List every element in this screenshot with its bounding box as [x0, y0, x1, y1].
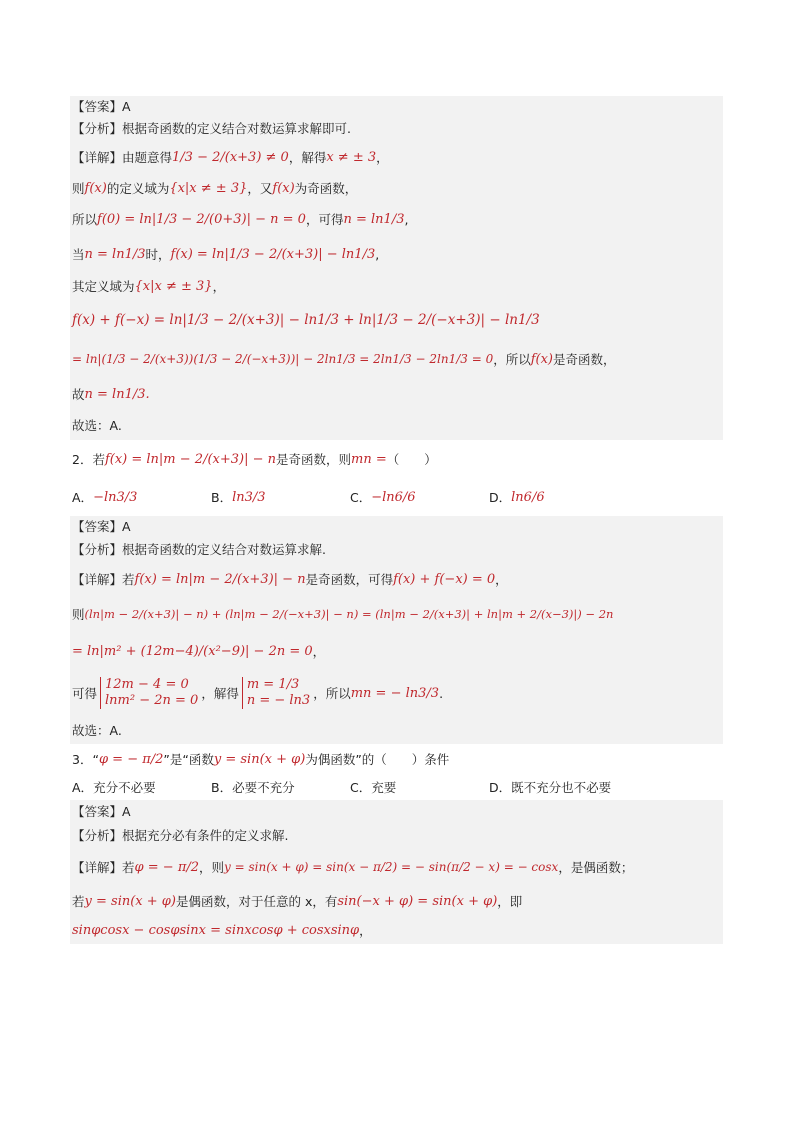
document-page — [70, 96, 723, 944]
answer-line — [70, 96, 723, 116]
analysis-text: 根据奇函数的定义结合对数运算求解即可. — [122, 121, 351, 136]
math-expr: f(x) = ln|1/3 − 2/(x+3)| − ln1/3 — [170, 246, 376, 262]
option-value: −ln6/6 — [371, 489, 416, 505]
option-b[interactable] — [211, 778, 350, 796]
text: 若 — [72, 894, 85, 909]
system-of-equations-1 — [100, 677, 198, 710]
math-expr: n = ln1/3 — [343, 211, 405, 227]
text: ， — [495, 572, 508, 587]
detail-label: 【详解】 — [72, 150, 123, 165]
math-expr: f(x) = ln|m − 2/(x+3)| − n — [134, 571, 306, 587]
detail-line-4 — [70, 236, 723, 272]
detail-label: 【详解】 — [72, 860, 123, 875]
math-expr: φ = − π/2 — [98, 751, 164, 767]
detail-label: 【详解】 — [72, 572, 123, 587]
analysis-text: 根据充分必有条件的定义求解. — [122, 828, 289, 843]
answer-label: 【答案】A — [72, 519, 131, 534]
text: 当 — [72, 247, 85, 262]
detail-line-7 — [70, 340, 723, 378]
math-expr: {x|x ≠ ± 3} — [169, 180, 248, 196]
option-value: 既不充分也不必要 — [511, 780, 612, 795]
text: ， — [212, 279, 226, 294]
detail-line-5 — [70, 272, 723, 300]
option-value: −ln3/3 — [93, 489, 138, 505]
options-row — [70, 774, 723, 800]
analysis-line — [70, 116, 723, 140]
text: 是奇函数，则 — [276, 452, 352, 467]
option-key: D． — [489, 780, 512, 795]
math-expr: f(x) — [272, 180, 295, 196]
detail-line-1 — [70, 140, 723, 174]
option-key: A． — [72, 780, 94, 795]
analysis-label: 【分析】 — [72, 828, 123, 843]
text: 若 — [122, 572, 135, 587]
text: 时， — [145, 247, 171, 262]
math-expr: f(x) = ln|m − 2/(x+3)| − n — [104, 451, 276, 467]
math-expr: f(x) — [530, 351, 554, 367]
math-expr: n = ln1/3. — [84, 386, 150, 402]
text: ，则 — [199, 860, 225, 875]
option-key: D． — [489, 490, 512, 505]
analysis-label: 【分析】 — [72, 121, 123, 136]
text: ， — [312, 644, 326, 659]
text: , — [375, 246, 380, 262]
text: 则 — [72, 607, 85, 622]
option-d[interactable] — [489, 488, 628, 506]
text: 则 — [72, 181, 85, 196]
choice-text: 故选：A. — [72, 723, 122, 738]
solution-block-3 — [70, 800, 723, 944]
analysis-label: 【分析】 — [72, 542, 123, 557]
math-expr: = ln|(1/3 − 2/(x+3))(1/3 − 2/(−x+3))| − 2ln1/3 = 2ln1/3 − 2ln1/3 = 0 — [72, 352, 494, 366]
options-row — [70, 478, 723, 516]
math-expr: n = ln1/3 — [84, 246, 146, 262]
analysis-line — [70, 536, 723, 562]
math-expr: 1/3 − 2/(x+3) ≠ 0 — [172, 149, 289, 165]
text: 故 — [72, 387, 85, 402]
equation: n = − ln3 — [246, 693, 311, 708]
option-key: B． — [211, 490, 233, 505]
math-expr: sin(−x + φ) = sin(x + φ) — [337, 893, 498, 909]
text: 所以 — [72, 212, 98, 227]
math-expr: {x|x ≠ ± 3} — [134, 278, 213, 294]
math-expr: y = sin(x + φ) — [213, 751, 306, 767]
text: 其定义域为 — [72, 279, 135, 294]
question-3 — [70, 744, 723, 800]
text: 为偶函数”的（ ）条件 — [305, 752, 450, 767]
text: , — [404, 211, 409, 227]
text: . — [439, 685, 444, 701]
question-2 — [70, 440, 723, 516]
analysis-line — [70, 822, 723, 848]
answer-label: 【答案】A — [72, 99, 131, 114]
math-expr: = ln|m² + (12m−4)/(x²−9)| − 2n = 0 — [72, 643, 313, 659]
option-value: ln3/3 — [232, 489, 266, 505]
text: 可得 — [72, 686, 98, 701]
detail-line-3 — [70, 916, 723, 944]
option-key: C． — [350, 490, 372, 505]
text: ，解得 — [288, 150, 327, 165]
detail-line-1 — [70, 848, 723, 886]
math-expr: f(0) = ln|1/3 − 2/(0+3)| − n = 0 — [97, 211, 306, 227]
text: 3．“ — [72, 752, 99, 767]
math-expr: f(x) + f(−x) = 0 — [393, 571, 496, 587]
text: 由题意得 — [122, 150, 173, 165]
math-expr: mn = — [351, 451, 387, 467]
solution-block-1 — [70, 96, 723, 440]
text: ， — [376, 150, 389, 165]
analysis-text: 根据奇函数的定义结合对数运算求解. — [122, 542, 326, 557]
detail-line-3 — [70, 202, 723, 236]
text: ，所以 — [493, 352, 531, 367]
answer-label: 【答案】A — [72, 804, 131, 819]
text: 2．若 — [72, 452, 105, 467]
detail-line-2 — [70, 886, 723, 916]
text: ，所以 — [313, 686, 351, 701]
math-expr: sinφcosx − cosφsinx = sinxcosφ + cosxsinφ — [72, 922, 360, 938]
detail-line-3 — [70, 632, 723, 670]
option-c[interactable] — [350, 488, 489, 506]
math-expr: y = sin(x + φ) — [84, 893, 176, 909]
detail-line-1 — [70, 562, 723, 596]
math-expr: f(x) — [84, 180, 107, 196]
text: ，又 — [247, 181, 273, 196]
choice-line — [70, 716, 723, 744]
option-key: A． — [72, 490, 94, 505]
math-expr: y = sin(x + φ) = sin(x − π/2) = − sin(π/2 − x) = − cosx — [224, 860, 559, 874]
option-a[interactable] — [72, 488, 211, 506]
math-expr: mn = − ln3/3 — [350, 685, 440, 701]
solution-block-2 — [70, 516, 723, 744]
equation: lnm² − 2n = 0 — [105, 693, 199, 708]
text: 若 — [122, 860, 135, 875]
text: ，可得 — [305, 212, 344, 227]
detail-line-8 — [70, 378, 723, 410]
detail-line-2 — [70, 596, 723, 632]
equation: m = 1/3 — [246, 676, 300, 692]
text: ，即 — [497, 894, 523, 909]
choice-line — [70, 410, 723, 440]
option-value: 充分不必要 — [93, 780, 156, 795]
answer-line — [70, 800, 723, 822]
question-stem — [70, 440, 723, 478]
text: 是奇函数， — [553, 352, 616, 367]
math-expr: (ln|m − 2/(x+3)| − n) + (ln|m − 2/(−x+3)| − n) = (ln|m − 2/(x+3)| + ln|m + 2/(x−3)|) − 2n — [84, 607, 614, 621]
option-key: B． — [211, 780, 233, 795]
math-expr: x ≠ ± 3 — [326, 149, 377, 165]
text: ，解得 — [201, 686, 239, 701]
text: 的定义域为 — [106, 181, 170, 196]
option-value: 充要 — [371, 780, 397, 795]
math-expr: φ = − π/2 — [134, 859, 200, 875]
option-value: ln6/6 — [511, 489, 545, 505]
question-stem — [70, 744, 723, 774]
detail-line-2 — [70, 174, 723, 202]
choice-text: 故选：A. — [72, 418, 122, 433]
option-d[interactable] — [489, 778, 649, 796]
math-expr: f(x) + f(−x) = ln|1/3 − 2/(x+3)| − ln1/3 + ln|1/3 − 2/(−x+3)| − ln1/3 — [72, 312, 540, 328]
option-value: 必要不充分 — [232, 780, 295, 795]
text: 是奇函数，可得 — [305, 572, 394, 587]
text: 为奇函数， — [294, 181, 358, 196]
detail-line-6 — [70, 300, 723, 340]
text: ，是偶函数； — [558, 860, 634, 875]
system-of-equations-2 — [242, 677, 310, 710]
option-key: C． — [350, 780, 372, 795]
text: ， — [359, 923, 372, 938]
equation: 12m − 4 = 0 — [105, 676, 189, 692]
option-c[interactable] — [350, 778, 489, 796]
text: （ ） — [386, 452, 437, 467]
text: 是偶函数，对于任意的 x，有 — [175, 894, 338, 909]
detail-line-4 — [70, 670, 723, 716]
text: ”是“函数 — [163, 752, 214, 767]
option-a[interactable] — [72, 778, 211, 796]
answer-line — [70, 516, 723, 536]
option-b[interactable] — [211, 488, 350, 506]
